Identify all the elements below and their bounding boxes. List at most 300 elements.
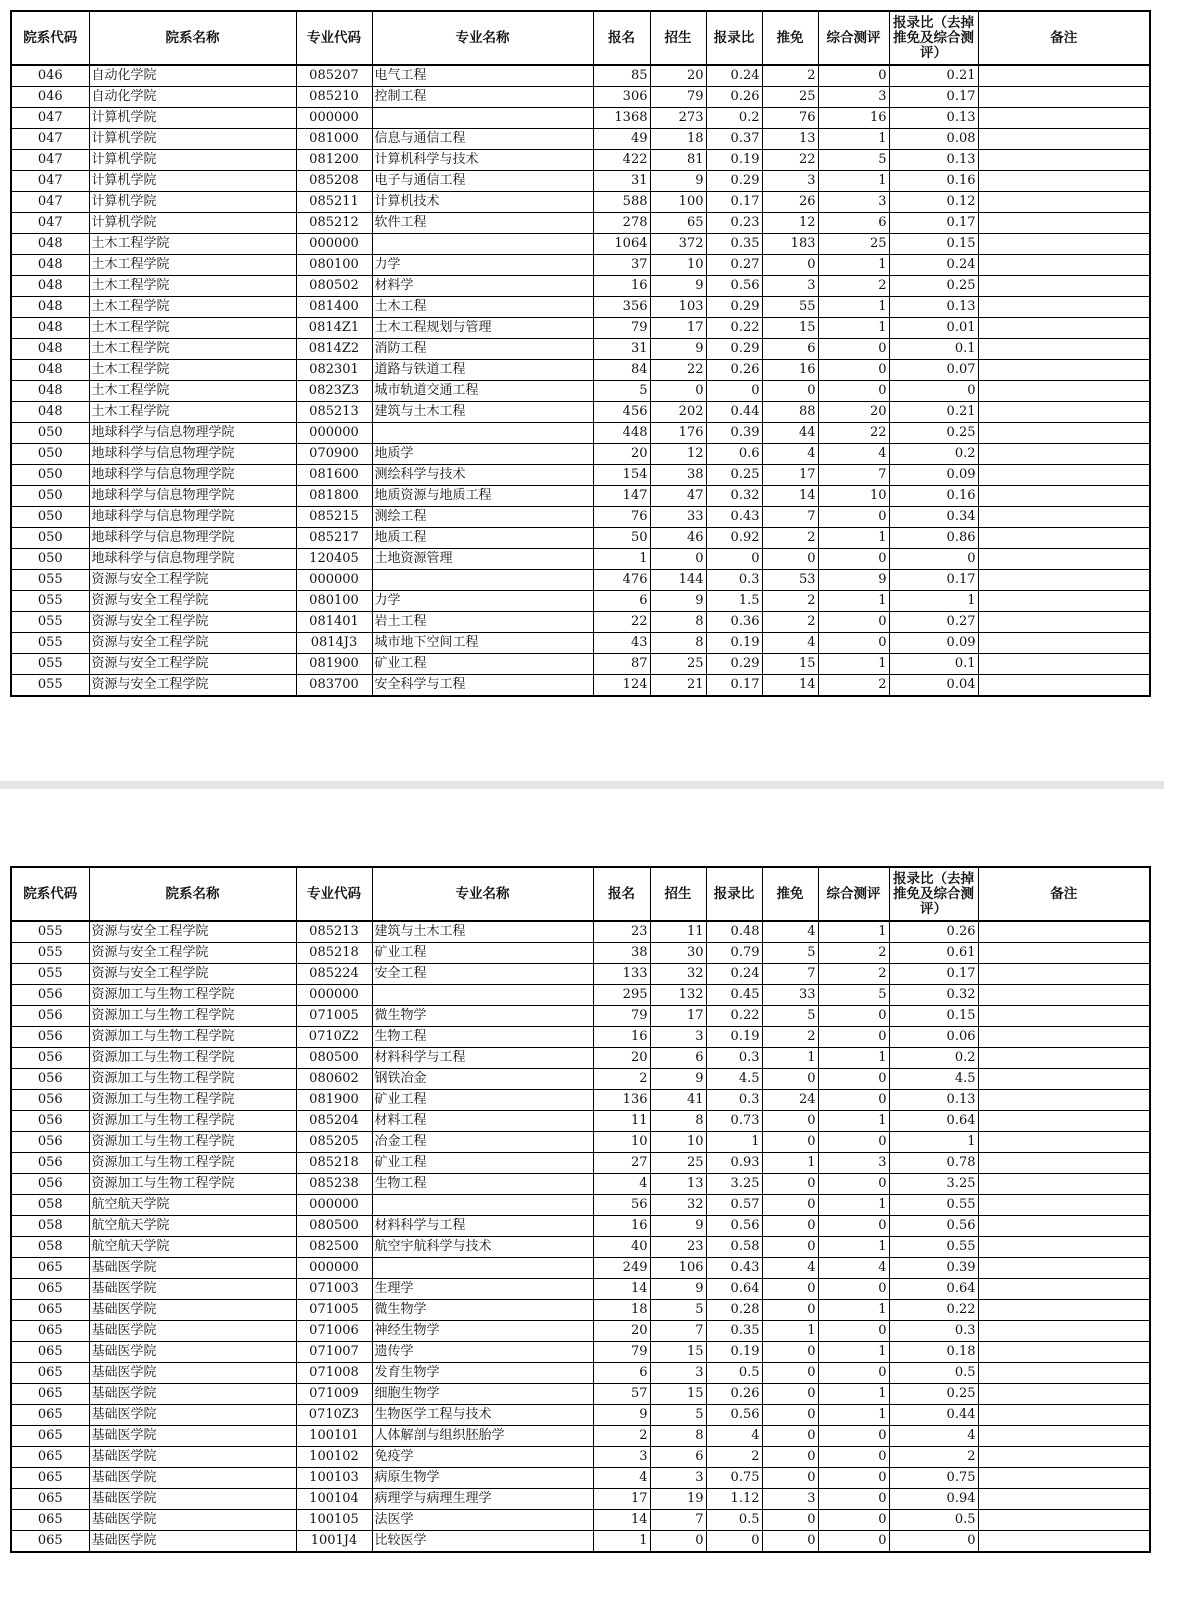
cell-admitted: 9 — [650, 591, 706, 612]
cell-dept-name: 地球科学与信息物理学院 — [89, 444, 296, 465]
cell-admitted: 144 — [650, 570, 706, 591]
cell-admitted: 20 — [650, 65, 706, 87]
cell-major-code: 081000 — [296, 129, 372, 150]
cell-ratio: 0.79 — [706, 943, 762, 964]
cell-admitted: 202 — [650, 402, 706, 423]
cell-admitted: 10 — [650, 255, 706, 276]
cell-major-code: 080500 — [296, 1048, 372, 1069]
cell-adjusted-ratio: 0.09 — [889, 465, 978, 486]
cell-adjusted-ratio: 0.32 — [889, 985, 978, 1006]
cell-remarks — [978, 1384, 1150, 1405]
cell-ratio: 0.17 — [706, 675, 762, 697]
table-body — [11, 65, 1150, 696]
cell-recommended: 0 — [762, 1405, 818, 1426]
cell-adjusted-ratio: 0.1 — [889, 339, 978, 360]
cell-major-name: 力学 — [372, 255, 593, 276]
cell-ratio: 0.56 — [706, 1216, 762, 1237]
cell-major-name: 微生物学 — [372, 1300, 593, 1321]
cell-remarks — [978, 1237, 1150, 1258]
cell-comprehensive: 1 — [818, 1237, 889, 1258]
table-row — [11, 1027, 1150, 1048]
cell-adjusted-ratio: 0.25 — [889, 1384, 978, 1405]
cell-recommended: 16 — [762, 360, 818, 381]
cell-admitted: 372 — [650, 234, 706, 255]
cell-remarks — [978, 943, 1150, 964]
table-row — [11, 675, 1150, 697]
cell-ratio: 0.3 — [706, 1048, 762, 1069]
cell-ratio: 0.56 — [706, 1405, 762, 1426]
cell-dept-name: 地球科学与信息物理学院 — [89, 486, 296, 507]
cell-remarks — [978, 1069, 1150, 1090]
cell-major-name: 材料科学与工程 — [372, 1216, 593, 1237]
cell-remarks — [978, 964, 1150, 985]
cell-dept-code: 065 — [11, 1300, 89, 1321]
cell-recommended: 2 — [762, 528, 818, 549]
cell-dept-name: 自动化学院 — [89, 65, 296, 87]
table-row — [11, 1279, 1150, 1300]
cell-major-name: 矿业工程 — [372, 654, 593, 675]
table-row — [11, 1132, 1150, 1153]
cell-major-code: 085213 — [296, 402, 372, 423]
cell-major-code: 081600 — [296, 465, 372, 486]
cell-applicants: 22 — [593, 612, 650, 633]
cell-comprehensive: 0 — [818, 1090, 889, 1111]
table-row — [11, 444, 1150, 465]
cell-applicants: 9 — [593, 1405, 650, 1426]
cell-comprehensive: 1 — [818, 255, 889, 276]
cell-applicants: 6 — [593, 1363, 650, 1384]
cell-comprehensive: 1 — [818, 171, 889, 192]
cell-dept-name: 计算机学院 — [89, 171, 296, 192]
cell-comprehensive: 1 — [818, 1195, 889, 1216]
cell-comprehensive: 0 — [818, 1006, 889, 1027]
cell-comprehensive: 2 — [818, 675, 889, 697]
table-row — [11, 402, 1150, 423]
cell-comprehensive: 1 — [818, 318, 889, 339]
header-major-code: 专业代码 — [296, 11, 372, 65]
cell-dept-name: 资源与安全工程学院 — [89, 654, 296, 675]
header-adjusted-ratio: 报录比（去掉推免及综合测评） — [889, 11, 978, 65]
cell-dept-code: 046 — [11, 87, 89, 108]
cell-ratio: 0.19 — [706, 1027, 762, 1048]
cell-adjusted-ratio: 0 — [889, 381, 978, 402]
cell-major-name — [372, 1195, 593, 1216]
cell-ratio: 0.24 — [706, 65, 762, 87]
cell-recommended: 0 — [762, 1237, 818, 1258]
table-row — [11, 528, 1150, 549]
cell-remarks — [978, 591, 1150, 612]
cell-dept-code: 046 — [11, 65, 89, 87]
cell-dept-name: 基础医学院 — [89, 1300, 296, 1321]
cell-remarks — [978, 654, 1150, 675]
cell-adjusted-ratio: 0.78 — [889, 1153, 978, 1174]
cell-adjusted-ratio: 0.55 — [889, 1195, 978, 1216]
cell-recommended: 0 — [762, 1447, 818, 1468]
cell-major-code: 080602 — [296, 1069, 372, 1090]
table-row — [11, 65, 1150, 87]
table-row — [11, 1405, 1150, 1426]
cell-ratio: 0.5 — [706, 1363, 762, 1384]
cell-remarks — [978, 507, 1150, 528]
cell-dept-name: 资源加工与生物工程学院 — [89, 1006, 296, 1027]
cell-adjusted-ratio: 0.21 — [889, 402, 978, 423]
cell-comprehensive: 1 — [818, 654, 889, 675]
cell-recommended: 3 — [762, 171, 818, 192]
cell-applicants: 50 — [593, 528, 650, 549]
cell-major-name: 城市轨道交通工程 — [372, 381, 593, 402]
cell-applicants: 278 — [593, 213, 650, 234]
cell-applicants: 14 — [593, 1279, 650, 1300]
cell-comprehensive: 1 — [818, 1405, 889, 1426]
cell-major-code: 120405 — [296, 549, 372, 570]
cell-dept-name: 资源与安全工程学院 — [89, 943, 296, 964]
header-major-name: 专业名称 — [372, 867, 593, 921]
cell-remarks — [978, 1258, 1150, 1279]
cell-remarks — [978, 1405, 1150, 1426]
cell-recommended: 2 — [762, 591, 818, 612]
cell-comprehensive: 5 — [818, 150, 889, 171]
cell-dept-code: 056 — [11, 1111, 89, 1132]
cell-dept-code: 047 — [11, 171, 89, 192]
cell-ratio: 0.25 — [706, 465, 762, 486]
cell-major-code: 080100 — [296, 591, 372, 612]
cell-remarks — [978, 1321, 1150, 1342]
cell-applicants: 249 — [593, 1258, 650, 1279]
cell-recommended: 15 — [762, 654, 818, 675]
table-row — [11, 1510, 1150, 1531]
cell-major-code: 0710Z3 — [296, 1405, 372, 1426]
cell-recommended: 7 — [762, 964, 818, 985]
cell-major-code: 085211 — [296, 192, 372, 213]
cell-dept-name: 基础医学院 — [89, 1258, 296, 1279]
cell-adjusted-ratio: 0.04 — [889, 675, 978, 697]
cell-applicants: 1064 — [593, 234, 650, 255]
table-row — [11, 1426, 1150, 1447]
cell-applicants: 40 — [593, 1237, 650, 1258]
cell-dept-code: 050 — [11, 423, 89, 444]
cell-adjusted-ratio: 0.22 — [889, 1300, 978, 1321]
cell-remarks — [978, 255, 1150, 276]
cell-dept-name: 土木工程学院 — [89, 339, 296, 360]
cell-ratio: 0.37 — [706, 129, 762, 150]
cell-ratio: 0 — [706, 549, 762, 570]
table-row — [11, 612, 1150, 633]
cell-dept-code: 056 — [11, 1027, 89, 1048]
table-row — [11, 1069, 1150, 1090]
table-row — [11, 1216, 1150, 1237]
cell-major-code: 0823Z3 — [296, 381, 372, 402]
cell-admitted: 81 — [650, 150, 706, 171]
cell-major-code: 081400 — [296, 297, 372, 318]
header-applicants: 报名 — [593, 867, 650, 921]
cell-remarks — [978, 1111, 1150, 1132]
cell-comprehensive: 1 — [818, 1111, 889, 1132]
cell-major-code: 070900 — [296, 444, 372, 465]
table-row — [11, 921, 1150, 943]
cell-applicants: 133 — [593, 964, 650, 985]
cell-remarks — [978, 276, 1150, 297]
cell-ratio: 1.12 — [706, 1489, 762, 1510]
cell-dept-name: 计算机学院 — [89, 129, 296, 150]
cell-remarks — [978, 1174, 1150, 1195]
cell-admitted: 10 — [650, 1132, 706, 1153]
cell-major-code: 085218 — [296, 1153, 372, 1174]
cell-major-name: 生物医学工程与技术 — [372, 1405, 593, 1426]
cell-remarks — [978, 87, 1150, 108]
cell-admitted: 22 — [650, 360, 706, 381]
document-page-1 — [10, 10, 1149, 697]
cell-major-code: 080500 — [296, 1216, 372, 1237]
cell-admitted: 41 — [650, 1090, 706, 1111]
cell-admitted: 100 — [650, 192, 706, 213]
cell-major-name: 生理学 — [372, 1279, 593, 1300]
cell-recommended: 1 — [762, 1321, 818, 1342]
cell-comprehensive: 6 — [818, 213, 889, 234]
cell-comprehensive: 0 — [818, 1531, 889, 1553]
table-row — [11, 1111, 1150, 1132]
cell-remarks — [978, 171, 1150, 192]
cell-applicants: 18 — [593, 1300, 650, 1321]
cell-remarks — [978, 213, 1150, 234]
cell-major-name: 土木工程规划与管理 — [372, 318, 593, 339]
cell-major-code: 000000 — [296, 985, 372, 1006]
cell-recommended: 25 — [762, 87, 818, 108]
cell-adjusted-ratio: 0.09 — [889, 633, 978, 654]
cell-admitted: 8 — [650, 1111, 706, 1132]
cell-applicants: 124 — [593, 675, 650, 697]
cell-recommended: 3 — [762, 276, 818, 297]
cell-remarks — [978, 402, 1150, 423]
cell-applicants: 85 — [593, 65, 650, 87]
cell-dept-name: 基础医学院 — [89, 1279, 296, 1300]
cell-applicants: 10 — [593, 1132, 650, 1153]
cell-applicants: 43 — [593, 633, 650, 654]
cell-recommended: 22 — [762, 150, 818, 171]
cell-recommended: 0 — [762, 1174, 818, 1195]
cell-applicants: 3 — [593, 1447, 650, 1468]
cell-adjusted-ratio: 0.15 — [889, 1006, 978, 1027]
cell-applicants: 27 — [593, 1153, 650, 1174]
cell-remarks — [978, 297, 1150, 318]
cell-dept-code: 048 — [11, 402, 89, 423]
cell-major-name — [372, 108, 593, 129]
cell-remarks — [978, 360, 1150, 381]
cell-comprehensive: 2 — [818, 943, 889, 964]
cell-ratio: 0.73 — [706, 1111, 762, 1132]
cell-applicants: 136 — [593, 1090, 650, 1111]
cell-dept-code: 065 — [11, 1342, 89, 1363]
cell-admitted: 15 — [650, 1384, 706, 1405]
cell-dept-code: 065 — [11, 1447, 89, 1468]
cell-recommended: 2 — [762, 65, 818, 87]
cell-recommended: 14 — [762, 486, 818, 507]
cell-major-name: 生物工程 — [372, 1174, 593, 1195]
cell-admitted: 103 — [650, 297, 706, 318]
cell-major-name: 地质工程 — [372, 528, 593, 549]
cell-comprehensive: 1 — [818, 1384, 889, 1405]
header-adjusted-ratio: 报录比（去掉推免及综合测评） — [889, 867, 978, 921]
cell-ratio: 0.48 — [706, 921, 762, 943]
cell-major-code: 080100 — [296, 255, 372, 276]
cell-major-name: 计算机科学与技术 — [372, 150, 593, 171]
cell-major-code: 085224 — [296, 964, 372, 985]
cell-major-name: 神经生物学 — [372, 1321, 593, 1342]
cell-comprehensive: 3 — [818, 1153, 889, 1174]
cell-comprehensive: 1 — [818, 129, 889, 150]
cell-major-name: 人体解剖与组织胚胎学 — [372, 1426, 593, 1447]
cell-admitted: 18 — [650, 129, 706, 150]
cell-major-name: 矿业工程 — [372, 943, 593, 964]
cell-applicants: 4 — [593, 1174, 650, 1195]
cell-admitted: 19 — [650, 1489, 706, 1510]
cell-ratio: 0.35 — [706, 1321, 762, 1342]
cell-recommended: 12 — [762, 213, 818, 234]
table-row — [11, 549, 1150, 570]
cell-dept-code: 058 — [11, 1237, 89, 1258]
cell-dept-code: 065 — [11, 1426, 89, 1447]
cell-major-name: 道路与铁道工程 — [372, 360, 593, 381]
cell-major-name: 城市地下空间工程 — [372, 633, 593, 654]
cell-dept-name: 地球科学与信息物理学院 — [89, 465, 296, 486]
cell-applicants: 56 — [593, 1195, 650, 1216]
cell-major-name: 软件工程 — [372, 213, 593, 234]
table-row — [11, 465, 1150, 486]
cell-major-name: 病理学与病理生理学 — [372, 1489, 593, 1510]
cell-adjusted-ratio: 0 — [889, 549, 978, 570]
cell-dept-name: 资源加工与生物工程学院 — [89, 1111, 296, 1132]
cell-major-code: 000000 — [296, 1195, 372, 1216]
cell-applicants: 5 — [593, 381, 650, 402]
table-row — [11, 108, 1150, 129]
cell-recommended: 0 — [762, 1111, 818, 1132]
cell-comprehensive: 1 — [818, 591, 889, 612]
cell-major-name: 计算机技术 — [372, 192, 593, 213]
table-row — [11, 654, 1150, 675]
cell-dept-code: 050 — [11, 444, 89, 465]
cell-admitted: 132 — [650, 985, 706, 1006]
cell-ratio: 0.26 — [706, 1384, 762, 1405]
cell-recommended: 1 — [762, 1048, 818, 1069]
cell-applicants: 448 — [593, 423, 650, 444]
cell-comprehensive: 0 — [818, 1132, 889, 1153]
cell-dept-code: 056 — [11, 1132, 89, 1153]
cell-dept-code: 048 — [11, 360, 89, 381]
cell-dept-code: 048 — [11, 339, 89, 360]
cell-recommended: 0 — [762, 1195, 818, 1216]
cell-major-name: 建筑与土木工程 — [372, 921, 593, 943]
cell-applicants: 79 — [593, 1342, 650, 1363]
header-major-code: 专业代码 — [296, 867, 372, 921]
cell-dept-code: 047 — [11, 192, 89, 213]
cell-major-name — [372, 1258, 593, 1279]
cell-major-name: 测绘科学与技术 — [372, 465, 593, 486]
header-dept-name: 院系名称 — [89, 11, 296, 65]
cell-recommended: 0 — [762, 1531, 818, 1553]
cell-remarks — [978, 1468, 1150, 1489]
cell-recommended: 0 — [762, 1069, 818, 1090]
cell-major-name: 矿业工程 — [372, 1153, 593, 1174]
cell-major-code: 000000 — [296, 570, 372, 591]
cell-ratio: 0.32 — [706, 486, 762, 507]
cell-major-name: 力学 — [372, 591, 593, 612]
cell-major-name: 矿业工程 — [372, 1090, 593, 1111]
cell-adjusted-ratio: 0.64 — [889, 1111, 978, 1132]
cell-applicants: 16 — [593, 1027, 650, 1048]
table-row — [11, 1363, 1150, 1384]
cell-dept-code: 055 — [11, 570, 89, 591]
cell-applicants: 1368 — [593, 108, 650, 129]
cell-comprehensive: 0 — [818, 612, 889, 633]
cell-adjusted-ratio: 2 — [889, 1447, 978, 1468]
table-row — [11, 213, 1150, 234]
cell-applicants: 79 — [593, 1006, 650, 1027]
cell-remarks — [978, 1216, 1150, 1237]
cell-admitted: 38 — [650, 465, 706, 486]
cell-major-code: 071005 — [296, 1006, 372, 1027]
header-applicants: 报名 — [593, 11, 650, 65]
cell-adjusted-ratio: 0.3 — [889, 1321, 978, 1342]
cell-applicants: 20 — [593, 1048, 650, 1069]
table-row — [11, 1384, 1150, 1405]
cell-comprehensive: 10 — [818, 486, 889, 507]
cell-remarks — [978, 1006, 1150, 1027]
cell-remarks — [978, 549, 1150, 570]
cell-recommended: 0 — [762, 1468, 818, 1489]
cell-dept-name: 基础医学院 — [89, 1321, 296, 1342]
cell-ratio: 0.19 — [706, 633, 762, 654]
cell-dept-name: 资源加工与生物工程学院 — [89, 1027, 296, 1048]
cell-applicants: 79 — [593, 318, 650, 339]
cell-admitted: 5 — [650, 1405, 706, 1426]
cell-dept-code: 055 — [11, 675, 89, 697]
table-row — [11, 150, 1150, 171]
header-remarks: 备注 — [978, 11, 1150, 65]
cell-admitted: 15 — [650, 1342, 706, 1363]
cell-major-name: 电气工程 — [372, 65, 593, 87]
cell-dept-name: 计算机学院 — [89, 108, 296, 129]
cell-admitted: 5 — [650, 1300, 706, 1321]
cell-ratio: 0.3 — [706, 1090, 762, 1111]
cell-dept-name: 土木工程学院 — [89, 234, 296, 255]
cell-dept-name: 资源加工与生物工程学院 — [89, 1090, 296, 1111]
cell-comprehensive: 1 — [818, 297, 889, 318]
cell-admitted: 9 — [650, 339, 706, 360]
cell-admitted: 3 — [650, 1468, 706, 1489]
cell-dept-code: 065 — [11, 1510, 89, 1531]
cell-dept-name: 资源加工与生物工程学院 — [89, 1048, 296, 1069]
cell-major-code: 085205 — [296, 1132, 372, 1153]
cell-adjusted-ratio: 0.18 — [889, 1342, 978, 1363]
cell-admitted: 3 — [650, 1363, 706, 1384]
cell-major-code: 085213 — [296, 921, 372, 943]
cell-major-code: 083700 — [296, 675, 372, 697]
cell-admitted: 33 — [650, 507, 706, 528]
cell-comprehensive: 0 — [818, 1510, 889, 1531]
cell-major-code: 085215 — [296, 507, 372, 528]
cell-ratio: 0.92 — [706, 528, 762, 549]
cell-major-code: 000000 — [296, 1258, 372, 1279]
table-row — [11, 1489, 1150, 1510]
cell-remarks — [978, 1048, 1150, 1069]
cell-ratio: 0.27 — [706, 255, 762, 276]
cell-adjusted-ratio: 0.61 — [889, 943, 978, 964]
cell-major-name: 土地资源管理 — [372, 549, 593, 570]
cell-ratio: 0.24 — [706, 964, 762, 985]
cell-admitted: 65 — [650, 213, 706, 234]
cell-ratio: 0.17 — [706, 192, 762, 213]
cell-admitted: 47 — [650, 486, 706, 507]
cell-comprehensive: 3 — [818, 192, 889, 213]
